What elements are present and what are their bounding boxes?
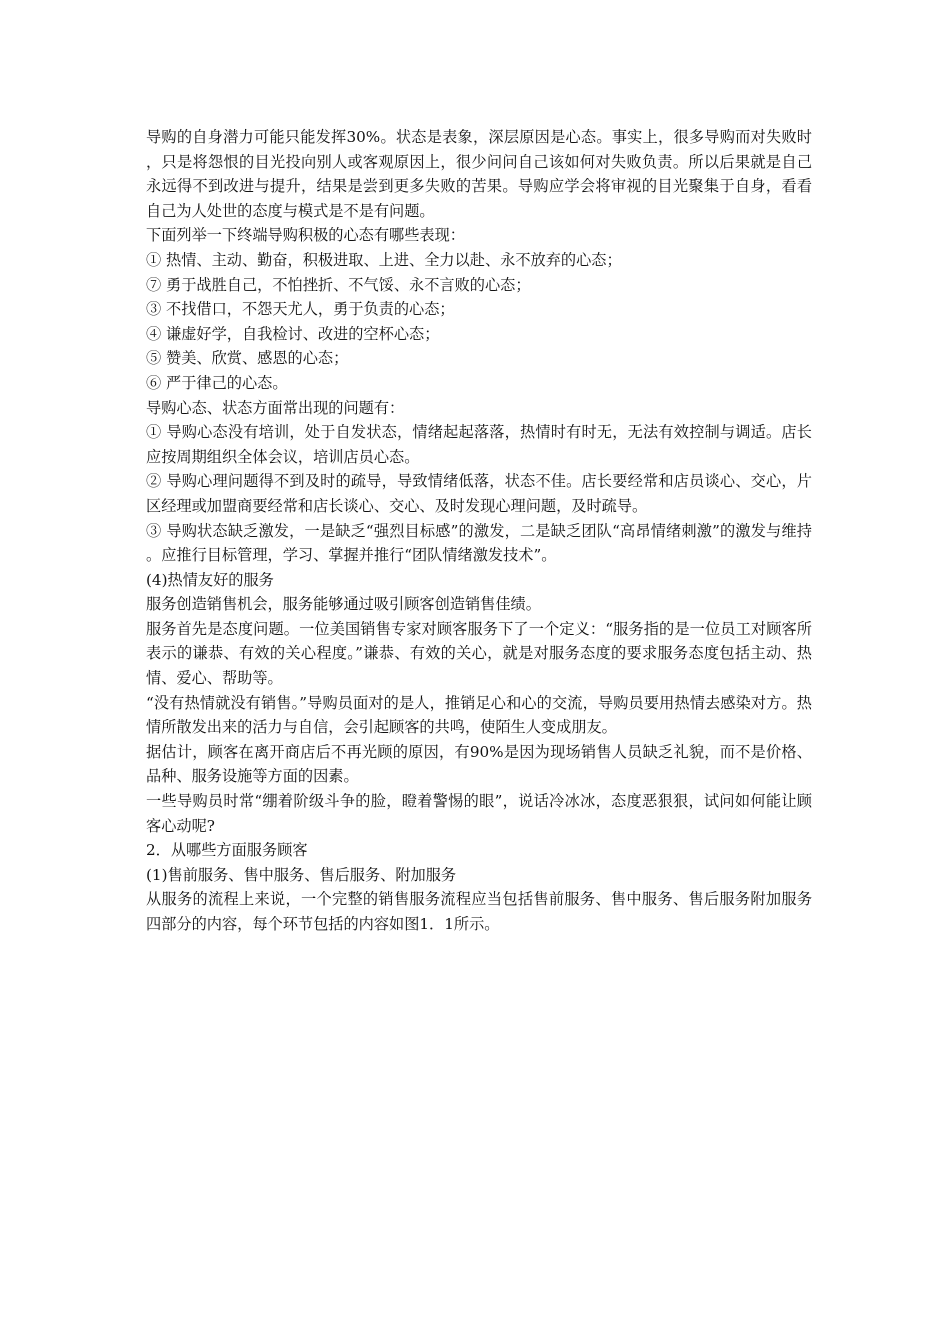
list-item-positive-5: ⑤ 赞美、欣赏、感恩的心态； <box>146 349 349 368</box>
paragraph-intro: 导购的自身潜力可能只能发挥30%。状态是表象，深层原因是心态。事实上，很多导购而对失败时，只是将怨恨的目光投向别人或客观原因上，很少问问自己该如何对失败负责。所以后果就是自己永远得不到改进与提升，结果是尝到更多失败的苦果。导购应学会将审视的目光聚集于自身，看看自己为人处世的态度与模式是不是有问题。 <box>146 128 812 220</box>
list-item-positive-6: ⑥ 严于律己的心态。 <box>146 373 288 392</box>
list-item-positive-4: ④ 谦虚好学，自我检讨、改进的空杯心态； <box>146 324 440 343</box>
paragraph-enthusiasm: “没有热情就没有销售。”导购员面对的是人，推销足心和心的交流，导购员要用热情去感染对方。热情所散发出来的活力与自信，会引起顾客的共鸣，使陌生人变成朋友。 <box>146 693 812 737</box>
paragraph-estimate: 据估计，顾客在离开商店后不再光顾的原因，有90%是因为现场销售人员缺乏礼貌，而不是价格、品种、服务设施等方面的因素。 <box>146 742 812 786</box>
list-item-problem-1: ① 导购心态没有培训，处于自发状态，情绪起起落落，热情时有时无，无法有效控制与调适。店长应按周期组织全体会议，培训店员心态。 <box>146 423 812 466</box>
paragraph-positive-mindset-heading: 下面列举一下终端导购积极的心态有哪些表现： <box>146 226 465 245</box>
paragraph-cold-attitude: 一些导购员时常“绷着阶级斗争的脸，瞪着警惕的眼”，说话冷冰冰，态度恶狠狠，试问如何能让顾客心动呢? <box>146 792 812 835</box>
list-item-problem-3: ③ 导购状态缺乏激发，一是缺乏“强烈目标感”的激发，二是缺乏团队“高昂情绪刺激”的激发与维持。应推行目标管理，学习、掌握并推行“团队情绪激发技术”。 <box>146 521 812 565</box>
list-item-positive-2: ⑦ 勇于战胜自己，不怕挫折、不气馁、永不言败的心态； <box>146 275 531 294</box>
list-item-problem-2: ② 导购心理问题得不到及时的疏导，导致情绪低落，状态不佳。店长要经常和店员谈心、交心，片区经理或加盟商要经常和店长谈心、交心、及时发现心理问题，及时疏导。 <box>146 472 812 515</box>
list-item-positive-3: ③ 不找借口，不怨天尤人，勇于负责的心态； <box>146 300 455 319</box>
paragraph-problems-heading: 导购心态、状态方面常出现的问题有： <box>146 398 405 417</box>
section-heading-serve-customers: 2．从哪些方面服务顾客 <box>146 841 308 860</box>
paragraph-service-creates-sales: 服务创造销售机会，服务能够通过吸引顾客创造销售佳绩。 <box>146 595 541 614</box>
paragraph-service-flow: 从服务的流程上来说，一个完整的销售服务流程应当包括售前服务、售中服务、售后服务附加服务四部分的内容，每个环节包括的内容如图1．1所示。 <box>146 890 812 933</box>
subsection-heading-service-types: (1)售前服务、售中服务、售后服务、附加服务 <box>146 865 457 884</box>
section-heading-friendly-service: (4)热情友好的服务 <box>146 570 274 589</box>
list-item-positive-1: ① 热情、主动、勤奋，积极进取、上进、全力以赴、永不放弃的心态； <box>146 250 622 269</box>
document-page <box>146 125 812 937</box>
paragraph-service-attitude: 服务首先是态度问题。一位美国销售专家对顾客服务下了一个定义：“服务指的是一位员工对顾客所表示的谦恭、有效的关心程度。”谦恭、有效的关心，就是对服务态度的要求服务态度包括主动、热情、爱心、帮助等。 <box>146 619 812 688</box>
